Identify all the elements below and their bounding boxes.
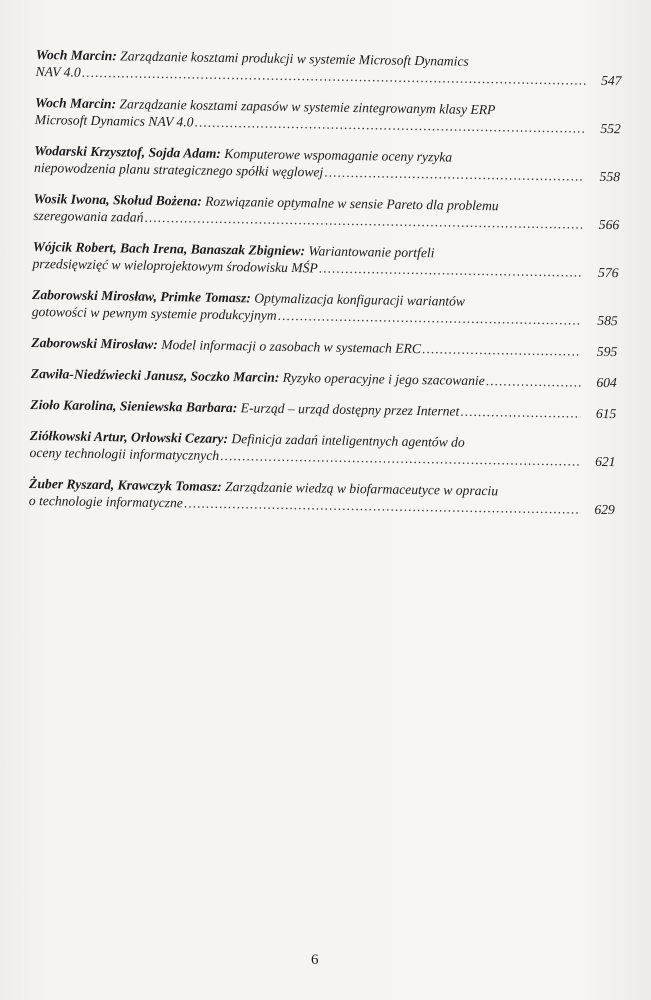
entry-authors: Woch Marcin: xyxy=(35,46,117,64)
entry-title: Zarządzanie wiedzą w biofarmaceutyce w opraciu xyxy=(225,479,499,499)
leader-dots xyxy=(278,307,582,329)
entry-authors: Zawiła-Niedźwiecki Janusz, Soczko Marcin: xyxy=(30,365,280,385)
entry-page-number: 615 xyxy=(595,405,617,422)
entry-authors: Ziółkowski Artur, Orłowski Cezary: xyxy=(29,427,229,447)
entry-page-number: 558 xyxy=(599,168,621,185)
entry-page-number: 595 xyxy=(596,343,618,360)
toc-entry[interactable] xyxy=(34,142,620,185)
entry-page-number: 621 xyxy=(595,453,616,470)
leader-dots xyxy=(486,372,581,390)
entry-authors: Woch Marcin: xyxy=(34,94,117,112)
entry-title: Zarządzanie kosztami produkcji w systemie Microsoft Dynamics xyxy=(120,48,469,69)
leader-dots xyxy=(460,403,580,422)
entry-title: Komputerowe wspomaganie oceny ryzyka xyxy=(224,145,453,165)
entry-title-continued: NAV 4.0 xyxy=(35,63,81,80)
entry-title: Wariantowanie portfeli xyxy=(308,243,435,261)
entry-title-continued: niepowodzenia planu strategicznego spółki węglowej xyxy=(33,159,324,180)
entry-title: E-urząd – urząd dostępny przez Internet xyxy=(240,400,460,419)
entry-title-continued: oceny technologii informatycznych xyxy=(29,444,220,463)
entry-title: Ryzyko operacyjne i jego szacowanie xyxy=(282,369,485,389)
entry-title: Rozwiązanie optymalne w sensie Pareto dla problemu xyxy=(205,193,499,214)
entry-authors: Zioło Karolina, Sieniewska Barbara: xyxy=(30,396,238,416)
entry-authors: Żuber Ryszard, Krawczyk Tomasz: xyxy=(29,475,222,494)
toc-entry[interactable] xyxy=(31,365,617,391)
entry-page-number: 576 xyxy=(598,264,619,281)
entry-page-number: 629 xyxy=(594,501,615,518)
entry-title: Definicja zadań inteligentnych agentów do xyxy=(231,431,465,450)
entry-page-number: 566 xyxy=(598,216,620,233)
toc-entry[interactable] xyxy=(32,286,618,329)
entry-authors: Wosik Iwona, Skołud Bożena: xyxy=(33,190,202,209)
table-of-contents xyxy=(29,46,622,532)
toc-entry[interactable] xyxy=(31,334,617,360)
page-number: 6 xyxy=(311,952,319,968)
toc-entry[interactable] xyxy=(29,427,615,470)
entry-title-continued: o technologie informatyczne xyxy=(28,492,183,511)
entry-authors: Zaborowski Mirosław: xyxy=(31,334,158,352)
leader-dots xyxy=(324,164,584,185)
entry-title-continued: Microsoft Dynamics NAV 4.0 xyxy=(34,111,194,130)
entry-authors: Wójcik Robert, Bach Irena, Banaszak Zbigniew: xyxy=(32,238,306,259)
entry-authors: Zaborowski Mirosław, Primke Tomasz: xyxy=(31,286,251,306)
entry-page-number: 552 xyxy=(600,120,621,137)
entry-page-number: 547 xyxy=(601,72,622,89)
toc-entry[interactable] xyxy=(35,94,621,137)
entry-page-number: 585 xyxy=(597,312,618,329)
toc-entry[interactable] xyxy=(35,46,621,89)
entry-title-continued: gotowości w pewnym systemie produkcyjnym xyxy=(31,303,277,323)
toc-entry[interactable] xyxy=(32,238,618,281)
entry-title-continued: szeregowania zadań xyxy=(33,207,144,225)
entry-title: Model informacji o zasobach w systemach ERC xyxy=(161,337,422,357)
entry-title-continued: przedsięwzięć w wieloprojektowym środowisku MŚP xyxy=(32,255,318,276)
entry-authors: Wodarski Krzysztof, Sojda Adam: xyxy=(34,142,222,161)
entry-title: Zarządzanie kosztami zapasów w systemie zintegrowanym klasy ERP xyxy=(119,96,496,118)
toc-entry[interactable] xyxy=(30,396,616,422)
leader-dots xyxy=(422,340,582,360)
entry-page-number: 604 xyxy=(596,374,617,391)
toc-entry[interactable] xyxy=(33,190,619,233)
toc-entry[interactable] xyxy=(29,475,615,518)
entry-title: Optymalizacja konfiguracji wariantów xyxy=(254,290,466,309)
leader-dots xyxy=(319,259,583,280)
